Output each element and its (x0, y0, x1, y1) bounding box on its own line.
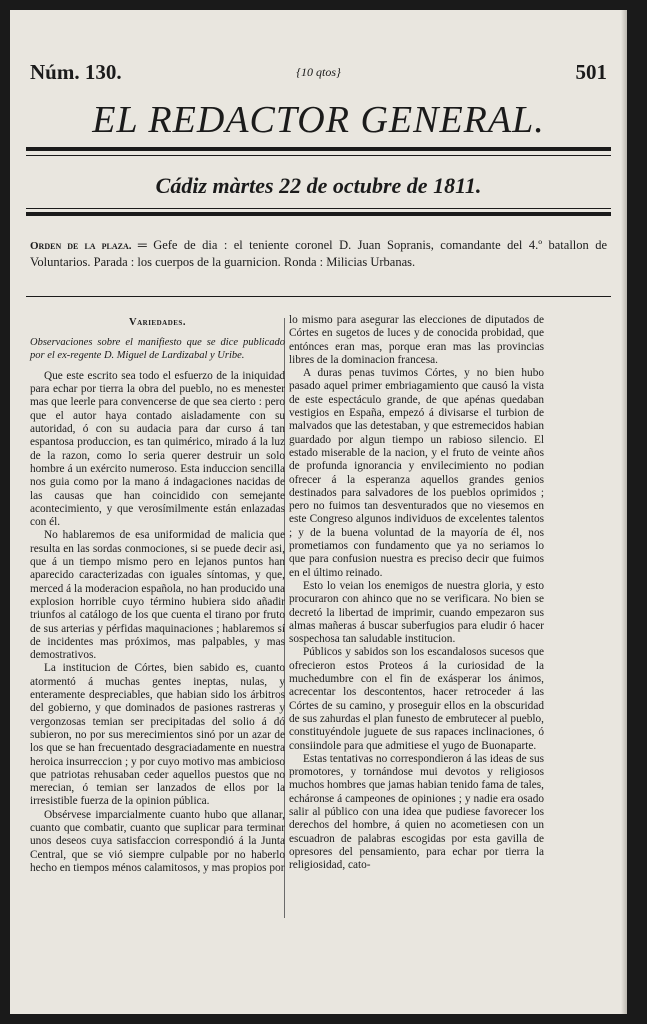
page-number: 501 (575, 60, 607, 84)
masthead-top-line (30, 60, 607, 86)
newspaper-title: EL REDACTOR GENERAL. (92, 99, 545, 141)
section-rule (26, 296, 611, 297)
paragraph: No hablaremos de esa uniformidad de malicia que resulta en las sordas conmociones, si se puede decir asi, que á un tiempo mismo pero en lejanos puntos han aparecido caracterizadas con iguales síntomas, y que, merced á la moderacion española, no han producido una explosion horrible cuyo término hubiera sido añadir triunfos al catálogo de los que cuenta el tirano por fruto de sus arterias y pérfidas maquinaciones ; hablaremos sí de incidentes mas próximos, mas palpables, y mas demostrativos. (30, 529, 285, 662)
paragraph: A duras penas tuvimos Córtes, y no bien hubo pasado aquel primer embriagamiento que causó la vista de este espectáculo grande, de que apénas quedaban vestigios en España, empezó á divisarse el turbion de malvados que las detestaban, y que estremecidos habian guardado por algun tiempo un rabioso silencio. El estado miserable de la nacion, y el fruto de veinte años de profunda ignorancia y envilecimiento no podian ofrecer á la esperanza aquellos grandes genios destinados para salvadores de los pueblos oprimidos ; pero no fuimos tan desventurados que no viesemos en este Congreso algunos individuos de excelentes talentos ; y de la buena voluntad de la mayoría de él, nos prometiamos con fundamento que ya no seriamos lo que para confusion nuestra es preciso decir que fuimos en el último reinado. (289, 367, 544, 579)
price: {10 qtos} (296, 65, 341, 79)
orden-text: ═ Gefe de dia : el teniente coronel D. Juan Sopranis, comandante del 4.º batallon de Voluntarios. Parada : los cuerpos de la guarnicion. Ronda : Milicias Urbanas. (30, 238, 607, 269)
date-rule-thick (26, 212, 611, 216)
right-column (289, 314, 544, 872)
orden-de-la-plaza (30, 238, 607, 270)
paragraph: Estas tentativas no correspondieron á las ideas de sus promotores, y tornándose mui devotos y religiosos muchos hombres que jamas habian tenido fama de tales, echáronse á campeones de opiniones ; y nadie era osado salir al público con una idea que pudiese favorecer los derechos del hombre, á quien no acometiesen con un escuadron de palabras escogidas por esta gavilla de opresores del pensamiento, para echar por tierra la religiosidad, cato- (289, 752, 544, 872)
title-rule-thick (26, 147, 611, 151)
orden-label: Orden de la plaza. (30, 240, 132, 252)
newspaper-page (10, 10, 627, 1014)
left-column (30, 316, 285, 875)
paragraph: Esto lo veian los enemigos de nuestra gloria, y esto procuraron con ahinco que no se verificara. No bien se decretó la libertad de imprimir, cuando empezaron sus almas mañeras á buscar suberfugios para eludir ó hacer sospechosa tan saludable institucion. (289, 579, 544, 646)
paragraph: lo mismo para asegurar las elecciones de diputados de Córtes en sugetos de luces y de conocida probidad, que entónces eran mas, porque eran mas las provincias libres de la dominacion francesa. (289, 314, 544, 366)
page-edge-shadow (621, 10, 627, 1014)
title-rule-thin (26, 155, 611, 156)
observations-heading: Observaciones sobre el manifiesto que se dice publicado por el ex-regente D. Miguel de Lardizabal y Uribe. (30, 337, 285, 361)
paragraph: Obsérvese imparcialmente cuanto hubo que allanar, cuanto que combatir, cuanto que suplicar para terminar unos deseos cuya satisfaccion correspondió á la Junta Central, que se vió siempre culpable por no haberlo hecho en tiempos ménos calamitosos, y mas propios por (30, 808, 285, 874)
date-rule-thin (26, 208, 611, 209)
section-heading: Variedades. (129, 317, 186, 328)
paragraph: Que este escrito sea todo el esfuerzo de la iniquidad para echar por tierra la obra del pueblo, no es menester mas que leerle para convencerse de que sea cierto : pero que el autor haya contado aisladamente con su autoridad, ó con su audacia para dar curso á tan espantosa produccion, es tan quimérico, mirado á la luz de la razon, como lo seria querer destruir un solo hombre á un exército numeroso. Esta induccion sencilla nos guia como por la mano á indagaciones nacidas de las causas que han coincidido con semejante acontecimiento, y que verosímilmente están enlazadas con él. (30, 369, 285, 529)
paragraph: La institucion de Córtes, bien sabido es, cuanto atormentó á muchas gentes ineptas, nulas, y enteramente despreciables, que habian sido los árbitros del gobierno, y que dominados de pasiones rastreras y vergonzosas temian ser precipitadas del solio á dó subieron, no por sus merecimientos sinó por un azar de los que se han frecuentado desgraciadamente en nuestra heroica insurreccion ; y por cuyo motivo mas ambicioso que patriotas rehusaban ceder aquellos puestos que no merecian, ó temian ser lanzados de ellos por la irresistible fuerza de la opinion pública. (30, 662, 285, 808)
paragraph: Públicos y sabidos son los escandalosos sucesos que ofrecieron estos Proteos á la curiosidad de la muchedumbre con el fin de exásperar los ánimos, acrecentar los descontentos, hacer retroceder á las Córtes de su camino, y proseguir ellos en la obscuridad de sus zahurdas el plan funesto de embrutecer al pueblo, constituyéndole juguete de sus rapaces inclinaciones, ó consiindole para que admitiese el yugo de Buonaparte. (289, 646, 544, 752)
issue-number: Núm. 130. (30, 60, 122, 84)
date-line: Cádiz màrtes 22 de octubre de 1811. (155, 173, 482, 198)
